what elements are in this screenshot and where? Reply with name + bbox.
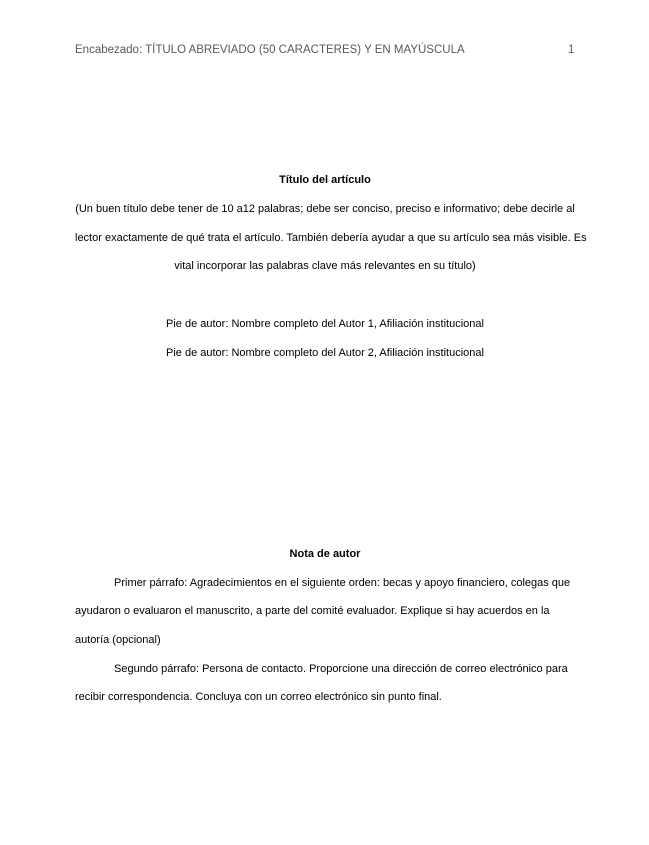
author-byline-1: Pie de autor: Nombre completo del Autor 1, Afiliación institucional [166,318,484,330]
running-head: Encabezado: TÍTULO ABREVIADO (50 CARACTERES) Y EN MAYÚSCULA [75,44,465,56]
author-note-paragraph-1-line: autoría (opcional) [75,634,161,646]
author-byline-2: Pie de autor: Nombre completo del Autor 2, Afiliación institucional [166,347,484,359]
author-note-paragraph-1-line: Primer párrafo: Agradecimientos en el siguiente orden: becas y apoyo financiero, colegas que [114,577,571,589]
title-description-line: vital incorporar las palabras clave más relevantes en su título) [174,260,476,272]
page-number: 1 [568,44,575,56]
author-note-heading: Nota de autor [289,548,361,560]
title-description-line: (Un buen título debe tener de 10 a12 palabras; debe ser conciso, preciso e informativo; debe decirle al [75,203,575,215]
author-note-paragraph-2-line: recibir correspondencia. Concluya con un correo electrónico sin punto final. [75,691,442,703]
title-description-line: lector exactamente de qué trata el artículo. También debería ayudar a que su artículo sea más visible. Es [75,232,587,244]
author-note-paragraph-2-line: Segundo párrafo: Persona de contacto. Proporcione una dirección de correo electrónico para [114,663,568,675]
article-title: Título del artículo [279,174,371,186]
author-note-paragraph-1-line: ayudaron o evaluaron el manuscrito, a parte del comité evaluador. Explique si hay acuerdos en la [75,605,550,617]
